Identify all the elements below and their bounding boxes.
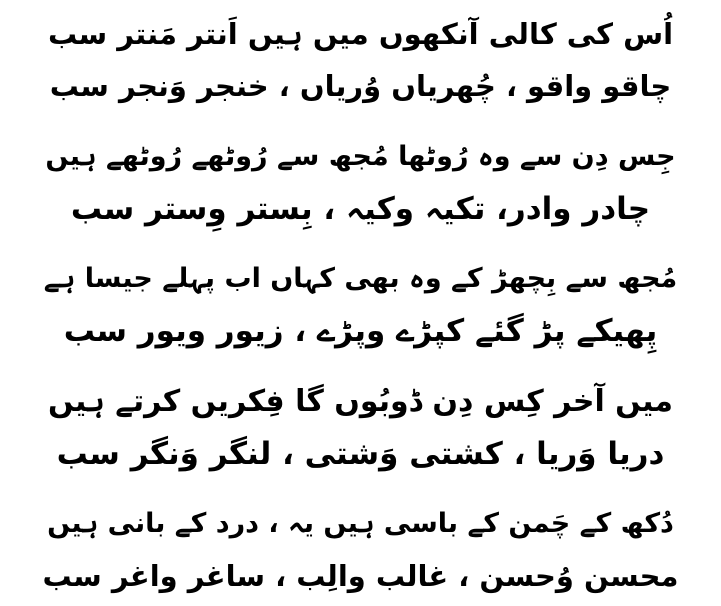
stanza-4 bbox=[40, 378, 681, 478]
poem-line: دُکھ کے چَمن کے باسی ہیں یہ ، درد کے بانی ہیں bbox=[47, 508, 674, 539]
poem-line: پِھیکے پڑ گئے کپڑے وپڑے ، زیور ویور سب bbox=[63, 313, 658, 349]
stanza-2 bbox=[40, 133, 681, 233]
poem-line: اُس کی کالی آنکھوں میں ہیں اَنتر مَنتر سب bbox=[47, 17, 674, 51]
poem-line: مُجھ سے بِچھڑ کے وہ بھی کہاں اب پہلے جیسا ہے bbox=[43, 263, 678, 294]
poem-line: چاقو واقو ، چُھریاں وُریاں ، خنجر وَنجر سب bbox=[49, 69, 672, 103]
poem-line: چادر وادر، تکیہ وکیہ ، بِستر وِستر سب bbox=[70, 190, 651, 227]
poem-line: دریا وَریا ، کشتی وَشتی ، لنگر وَنگر سب bbox=[56, 435, 665, 472]
stanza-5 bbox=[40, 500, 681, 600]
poem-line: میں آخر کِس دِن ڈوبُوں گا فِکریں کرتے ہیں bbox=[48, 383, 673, 419]
poem-line: محسن وُحسن ، غالب والِب ، ساغر واغر سب bbox=[42, 559, 679, 593]
stanza-1 bbox=[40, 10, 681, 110]
poem-line: جِس دِن سے وہ رُوٹھا مُجھ سے رُوٹھے رُوٹھے ہیں bbox=[45, 140, 676, 172]
stanza-3 bbox=[40, 255, 681, 355]
